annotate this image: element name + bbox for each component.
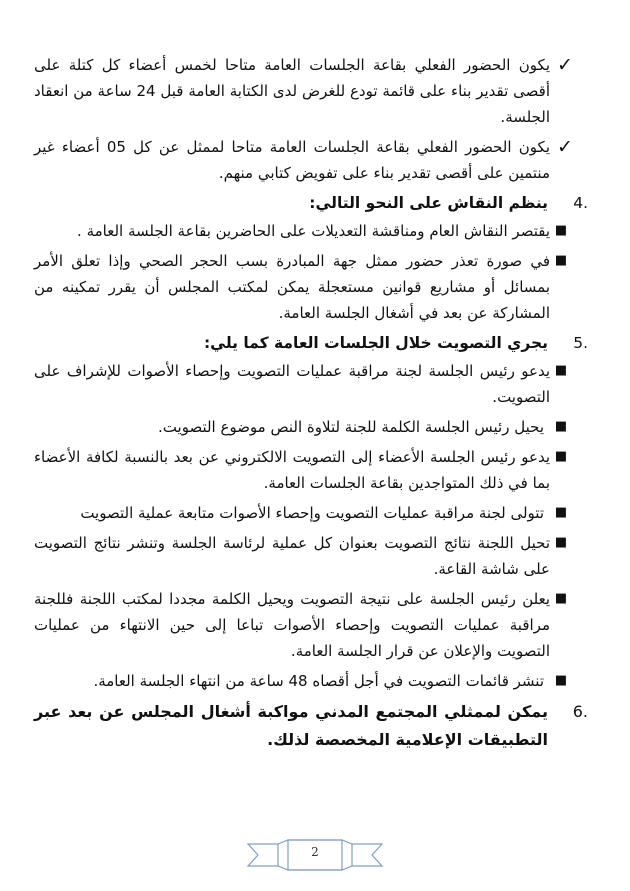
list-item-text: في صورة تعذر حضور ممثل جهة المبادرة بسب الحجر الصحي وإذا تعلق الأمر بمسائل أو مشاريع قوانين مستعجلة يمكن لمكتب المجلس أن يقرر تمكينه من المشاركة عن بعد في أشغال الجلسة العامة. [34,252,550,322]
square-bullet-icon: ■ [554,449,568,464]
list-item [34,414,570,440]
list-item [34,444,570,496]
check-item-text: يكون الحضور الفعلي بقاعة الجلسات العامة متاحا لممثل عن كل 05 أعضاء غير منتمين على أقصى تقدير بناء على تفويض كتابي منهم. [34,138,550,182]
list-item-text: تنشر قائمات التصويت في أجل أقصاه 48 ساعة من انتهاء الجلسة العامة. [93,672,544,690]
list-item [34,248,570,326]
section-heading-6 [34,698,588,754]
square-bullet-icon: ■ [554,535,568,550]
list-item-text: يقتصر النقاش العام ومناقشة التعديلات على الحاضرين بقاعة الجلسة العامة . [77,222,550,240]
check-item [34,134,573,186]
document-body [34,52,588,756]
list-item-text: تحيل اللجنة نتائج التصويت بعنوان كل عملية لرئاسة الجلسة وتنشر نتائج التصويت على شاشة القاعة. [34,534,550,578]
square-bullet-icon: ■ [554,253,568,268]
section-title: ينظم النقاش على النحو التالي: [309,194,548,212]
square-bullet-icon: ■ [554,363,568,378]
section-title: يجري التصويت خلال الجلسات العامة كما يلي: [203,334,548,352]
list-item [34,358,570,410]
list-item-text: تتولى لجنة مراقبة عمليات التصويت وإحصاء الأصوات متابعة عملية التصويت [80,504,544,522]
list-item-text: يعلن رئيس الجلسة على نتيجة التصويت ويحيل الكلمة مجددا لمكتب اللجنة فللجنة مراقبة عمليات التصويت وإحصاء الأصوات تباعا إلى حين الانتهاء من عمليات التصويت والإعلان عن قرار الجلسة العامة. [34,590,550,660]
square-bullet-icon: ■ [554,505,568,520]
section-heading-4 [34,190,588,216]
section-heading-5 [34,330,588,356]
section-number: 4. [573,194,588,212]
list-item-text: يدعو رئيس الجلسة الأعضاء إلى التصويت الالكتروني عن بعد بالنسبة لكافة الأعضاء بما في ذلك المتواجدين بقاعة الجلسات العامة. [34,448,550,492]
list-item-text: يدعو رئيس الجلسة لجنة مراقبة عمليات التصويت وإحصاء الأصوات للإشراف على التصويت. [34,362,550,406]
list-item-text: يحيل رئيس الجلسة الكلمة للجنة لتلاوة النص موضوع التصويت. [158,418,544,436]
square-bullet-icon: ■ [554,673,568,688]
section-number: 6. [572,702,588,721]
check-item-text: يكون الحضور الفعلي بقاعة الجلسات العامة متاحا لخمس أعضاء كل كتلة على أقصى تقدير بناء على قائمة تودع للغرض لدى الكتابة العامة قبل 24 ساعة من انعقاد الجلسة. [34,56,550,126]
page-number-ribbon [230,838,400,874]
square-bullet-icon: ■ [554,223,568,238]
square-bullet-icon: ■ [554,419,568,434]
list-item [34,500,570,526]
checkmark-icon: ✓ [557,136,573,158]
square-bullet-icon: ■ [554,591,568,606]
list-item [34,530,570,582]
list-item [34,586,570,664]
list-item [34,218,570,244]
section-title: يمكن لممثلي المجتمع المدني مواكبة أشغال المجلس عن بعد عبر التطبيقات الإعلامية المخصصة لذلك. [34,702,548,749]
checkmark-icon: ✓ [557,54,573,76]
list-item [34,668,570,694]
page-number: 2 [311,845,319,859]
section-number: 5. [573,334,588,352]
check-item [34,52,573,130]
